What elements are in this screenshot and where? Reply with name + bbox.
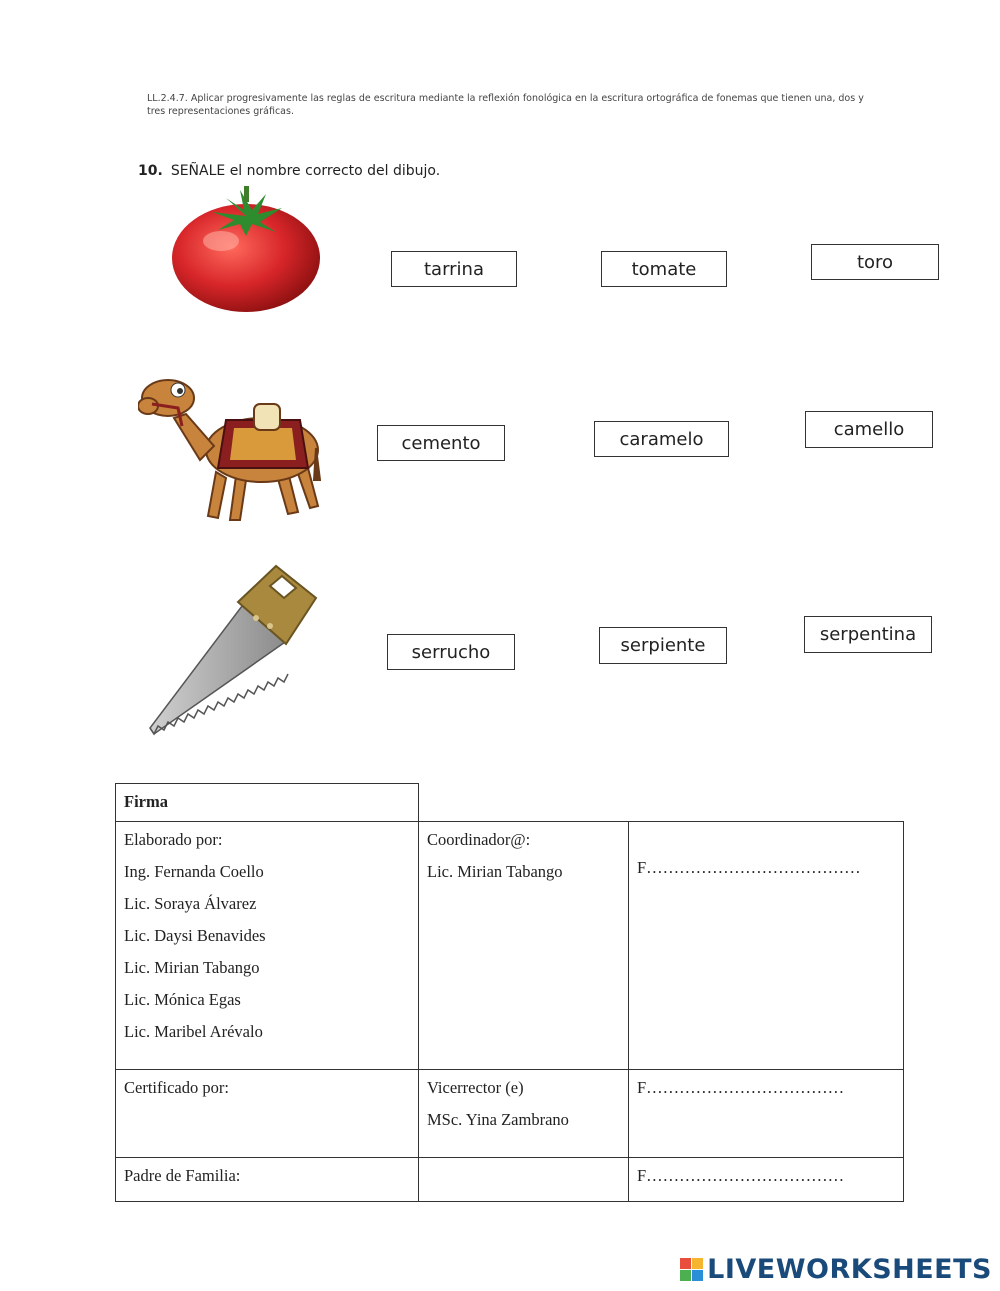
signature-table [115, 783, 904, 1202]
instruction-text: SEÑALE el nombre correcto del dibujo. [170, 163, 441, 179]
option-caramelo[interactable]: caramelo [594, 421, 729, 457]
author-name: Lic. Mónica Egas [124, 990, 241, 1009]
signature-line: F……………………………… [637, 1078, 845, 1097]
signature-cell-1[interactable] [629, 822, 904, 1070]
vicerrector-cell [419, 1070, 629, 1158]
logo-text: LIVEWORKSHEETS [707, 1254, 992, 1285]
certified-cell [116, 1070, 419, 1158]
signature-header: Firma [124, 792, 168, 811]
option-tomate[interactable]: tomate [601, 251, 727, 287]
parent-label: Padre de Familia: [124, 1166, 241, 1185]
liveworksheets-logo[interactable] [680, 1254, 992, 1285]
option-camello[interactable]: camello [805, 411, 933, 448]
saw-icon [146, 562, 322, 740]
signature-line: F………………………………… [637, 858, 861, 877]
elaborated-label: Elaborado por: [124, 830, 223, 849]
option-tarrina[interactable]: tarrina [391, 251, 517, 287]
signature-header-cell [116, 784, 419, 822]
signature-cell-3[interactable] [629, 1158, 904, 1202]
signature-line: F……………………………… [637, 1166, 845, 1185]
parent-cell [116, 1158, 419, 1202]
option-serrucho[interactable]: serrucho [387, 634, 515, 670]
tomato-icon [166, 186, 324, 314]
coordinator-label: Coordinador@: [427, 830, 531, 849]
coordinator-cell [419, 822, 629, 1070]
author-name: Lic. Maribel Arévalo [124, 1022, 263, 1041]
empty-header-cell [419, 784, 904, 822]
option-serpentina[interactable]: serpentina [804, 616, 932, 653]
signature-cell-2[interactable] [629, 1070, 904, 1158]
logo-mark-icon [680, 1258, 703, 1281]
camel-icon [138, 368, 322, 528]
option-serpiente[interactable]: serpiente [599, 627, 727, 664]
question-number: 10. [138, 163, 163, 179]
author-name: Ing. Fernanda Coello [124, 862, 264, 881]
standard-text: LL.2.4.7. Aplicar progresivamente las reglas de escritura mediante la reflexión fonológica en la escritura ortográfica de fonemas que tienen una, dos y tres representaciones gráficas. [147, 93, 864, 117]
option-toro[interactable]: toro [811, 244, 939, 280]
vicerrector-name: MSc. Yina Zambrano [427, 1110, 569, 1129]
author-name: Lic. Daysi Benavides [124, 926, 266, 945]
author-name: Lic. Mirian Tabango [124, 958, 260, 977]
instruction [138, 163, 440, 179]
option-cemento[interactable]: cemento [377, 425, 505, 461]
coordinator-name: Lic. Mirian Tabango [427, 862, 563, 881]
vicerrector-label: Vicerrector (e) [427, 1078, 524, 1097]
certified-label: Certificado por: [124, 1078, 229, 1097]
elaborated-cell [116, 822, 419, 1070]
empty-cell [419, 1158, 629, 1202]
author-name: Lic. Soraya Álvarez [124, 894, 257, 913]
